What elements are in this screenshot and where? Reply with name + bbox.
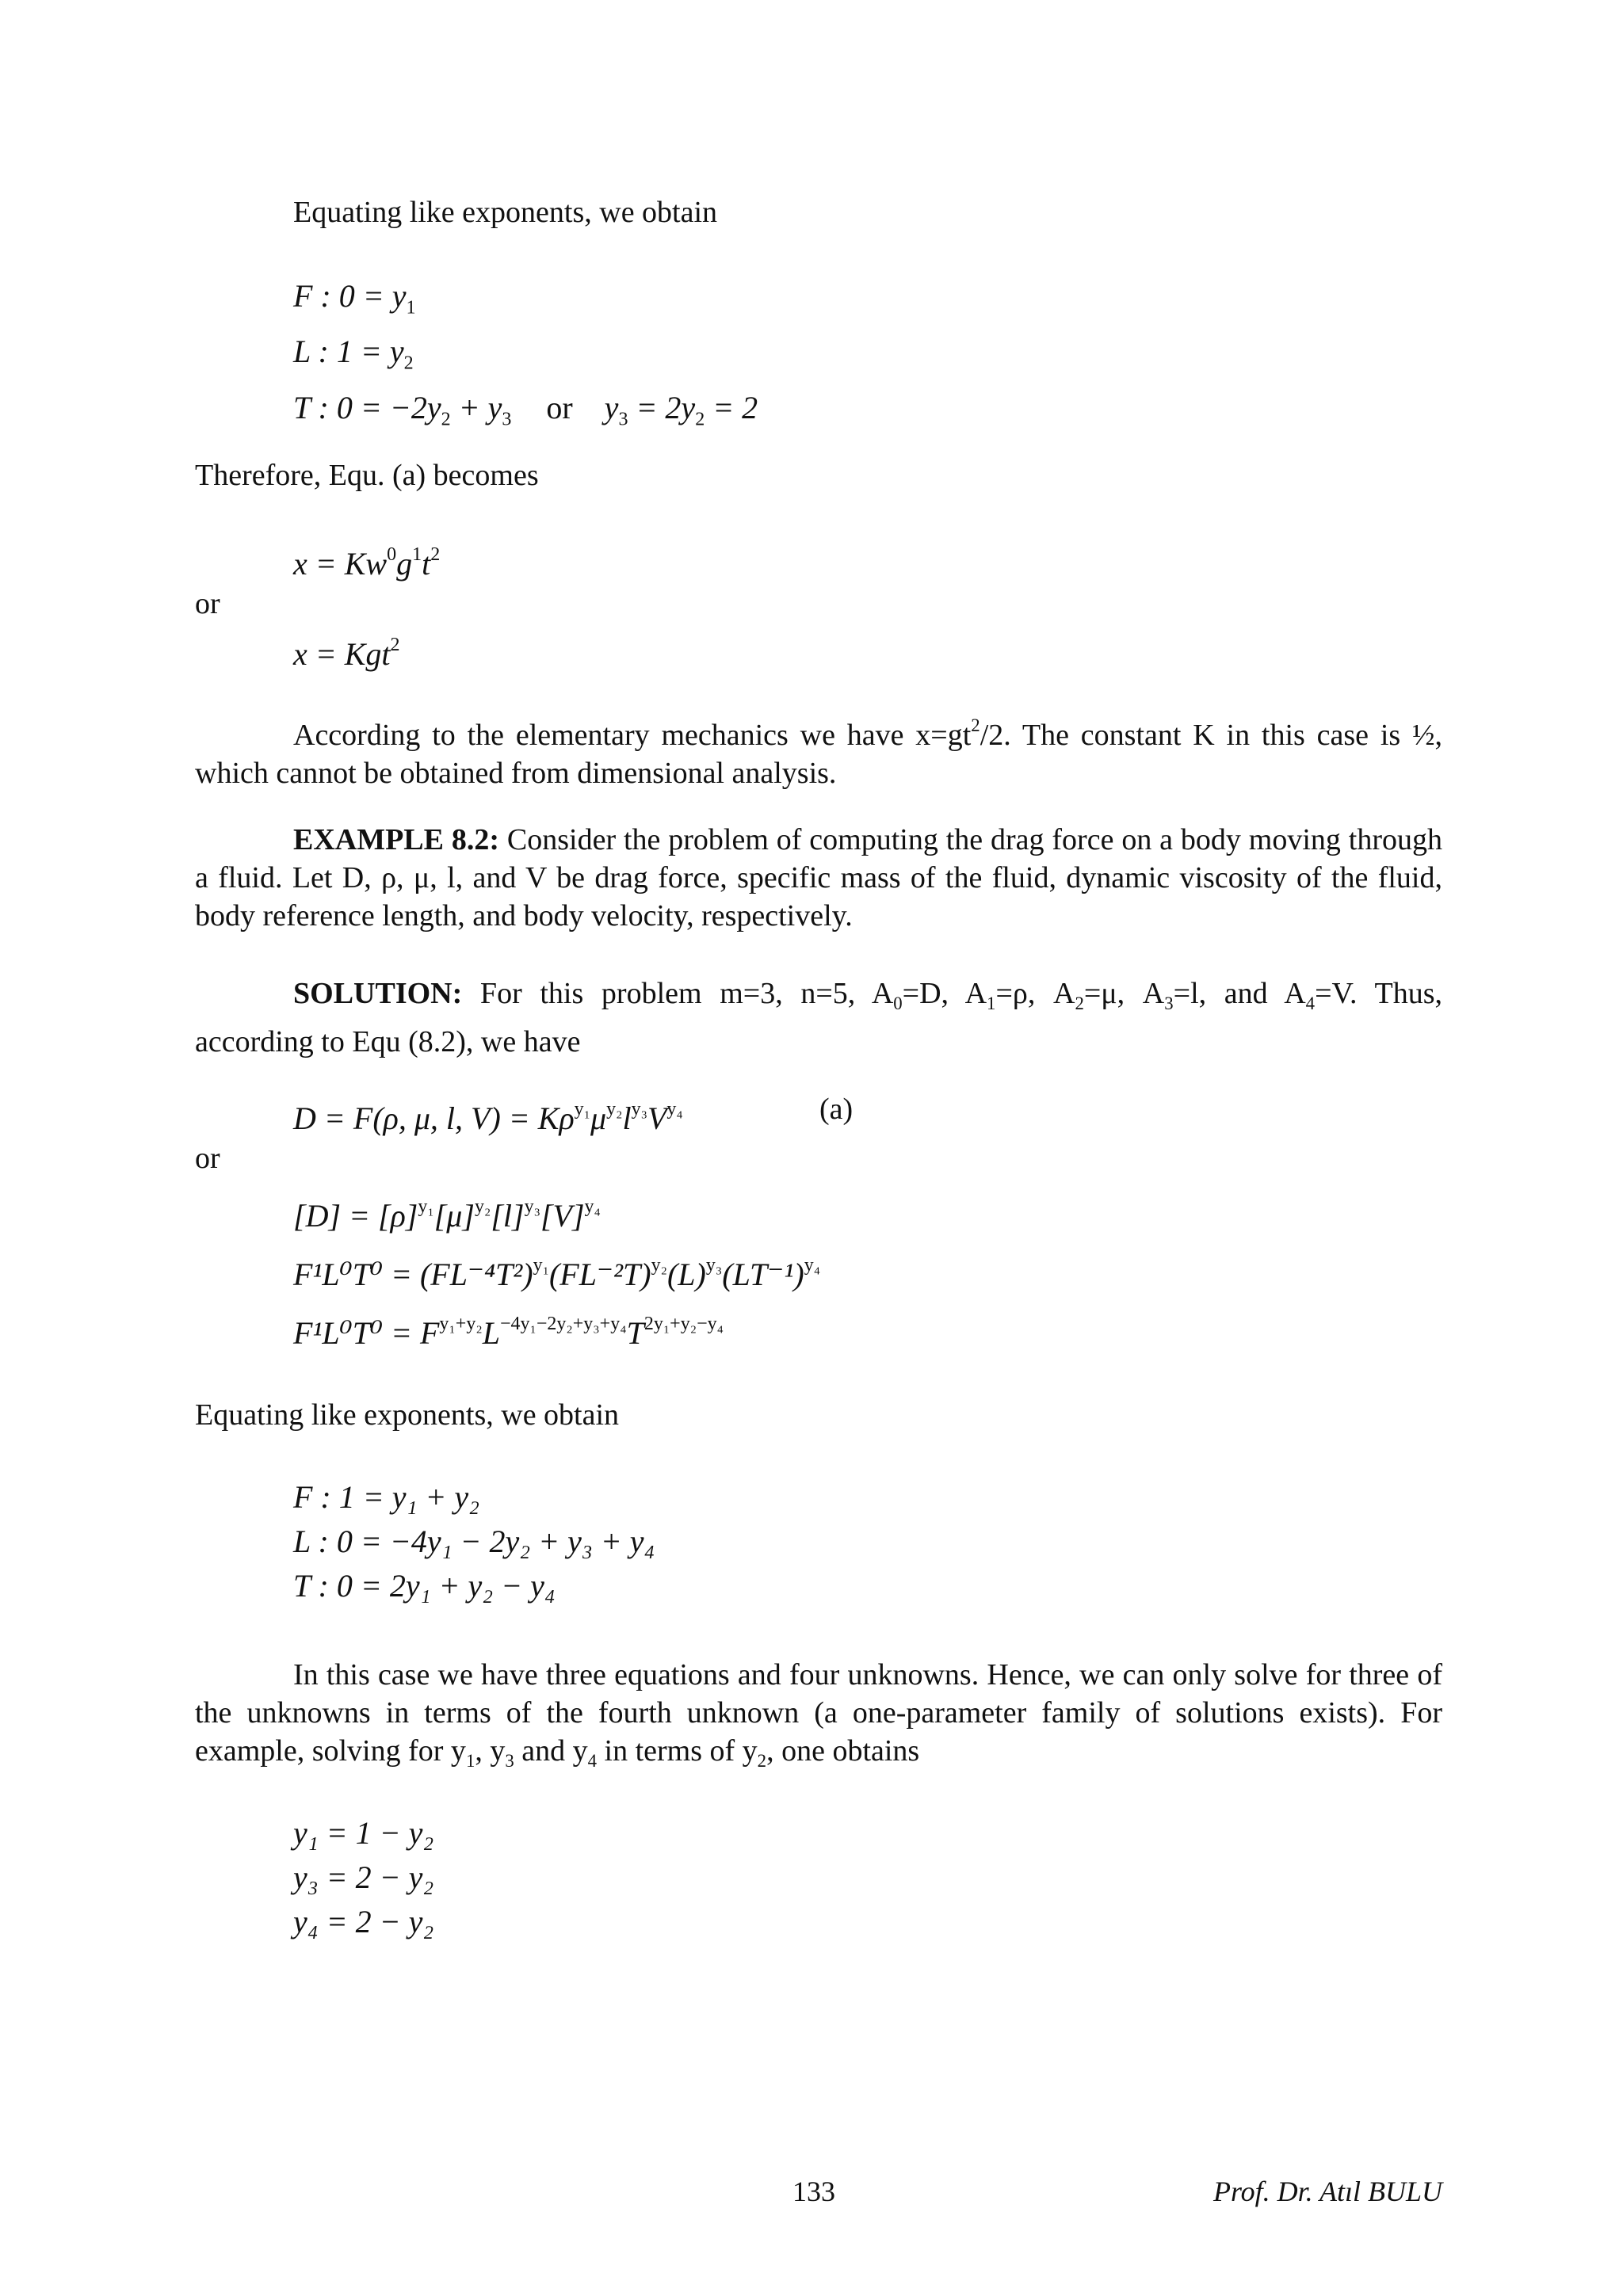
equation-dim-1: $[D] = [\rho]^{y_1}[\mu]^{y_2}[l]^{y_3}[V]^{y_4}$ [293,1196,601,1234]
example-heading: EXAMPLE 8.2: [293,823,500,856]
equation-dim-2: $F^1L^0T^0 = (FL^{-4}T^2)^{y_1}(FL^{-2}T)^{y_2}(L)^{y_3}(LT^{-1})^{y_4}$ [293,1255,821,1292]
equation-block-5 [293,1811,433,1944]
equation-y1: y₁ = 1 − y₂ [293,1815,434,1851]
equation-x-kgt: x = Kgt$^2$ [293,635,400,672]
equation-drag-a: D = F(ρ, μ, l, $V) = K\rho^{y_1}\mu^{y_2}l^{y_3}V^{y_4}$ [293,1099,683,1136]
text-solution: SOLUTION: For this problem m=3, n=5, $A_0=D$, $A_1=\rho$, $A_2=\mu$, $A_3=l$, and $A_4=V$. Thus, according to Equ (8.2), we have [195,977,1442,1058]
equation-x-kwgt: $x = Kw^0g^1t^2$ [293,544,441,582]
equation-block-4 [293,1475,655,1608]
equation-f: F : $0 = y_1$ [293,278,416,318]
footer-author: Prof. Dr. Atıl BULU [1212,2176,1442,2207]
text-equating-2: Equating like exponents, we obtain [195,1398,620,1432]
text-three-equations: In this case we have three equations and four unknowns. Hence, we can only solve for three of the unknowns in terms of the fourth unknown (a one-parameter family of solutions exists). For example, solving for $y_1$, $y_3$ and $y_4$ in terms of $y_2$, one obtains [195,1658,1442,1771]
equation-l: L : $1 = y_2$ [293,334,414,374]
solution-heading: SOLUTION: [293,977,463,1010]
page-number: 133 [792,2176,835,2207]
equation-f2: F : 1 = y₁ + y₂ [293,1479,480,1515]
text-or-2: or [195,1142,220,1175]
text-therefore: Therefore, Equ. (a) becomes [195,459,539,492]
equation-t: T : $0 = -2y_2 + y_3$ or $y_3 = 2y_2 = 2$ [293,389,758,430]
equation-y3: y₃ = 2 − y₂ [293,1859,434,1895]
equation-y4: y₄ = 2 − y₂ [293,1904,434,1939]
equation-t2: T : 0 = 2y₁ + y₂ − y₄ [293,1568,556,1604]
text-example-8-2: EXAMPLE 8.2: Consider the problem of computing the drag force on a body moving through a fluid. Let D, ρ, μ, l, and V be drag force, specific mass of the fluid, dynamic viscosity of the fluid, body reference length, and body velocity, respectively. [195,823,1442,933]
text-equating-1: Equating like exponents, we obtain [293,196,718,229]
equation-block-1 [293,274,758,441]
equation-tag-a: (a) [819,1093,854,1126]
equation-l2: L : 0 = −4y₁ − 2y₂ + y₃ + y₄ [293,1524,655,1559]
text-elementary-mechanics: According to the elementary mechanics we have $x=gt^2/2$. The constant K in this case is ½, which cannot be obtained from dimensional analysis. [195,715,1442,791]
text-or-1: or [195,587,220,620]
equation-dim-3: $F^1L^0T^0 = F^{y_1+y_2}L^{-4y_1-2y_2+y_3+y_4}T^{2y_1+y_2-y_4}$ [293,1314,724,1351]
equation-dimensional [293,1182,820,1358]
